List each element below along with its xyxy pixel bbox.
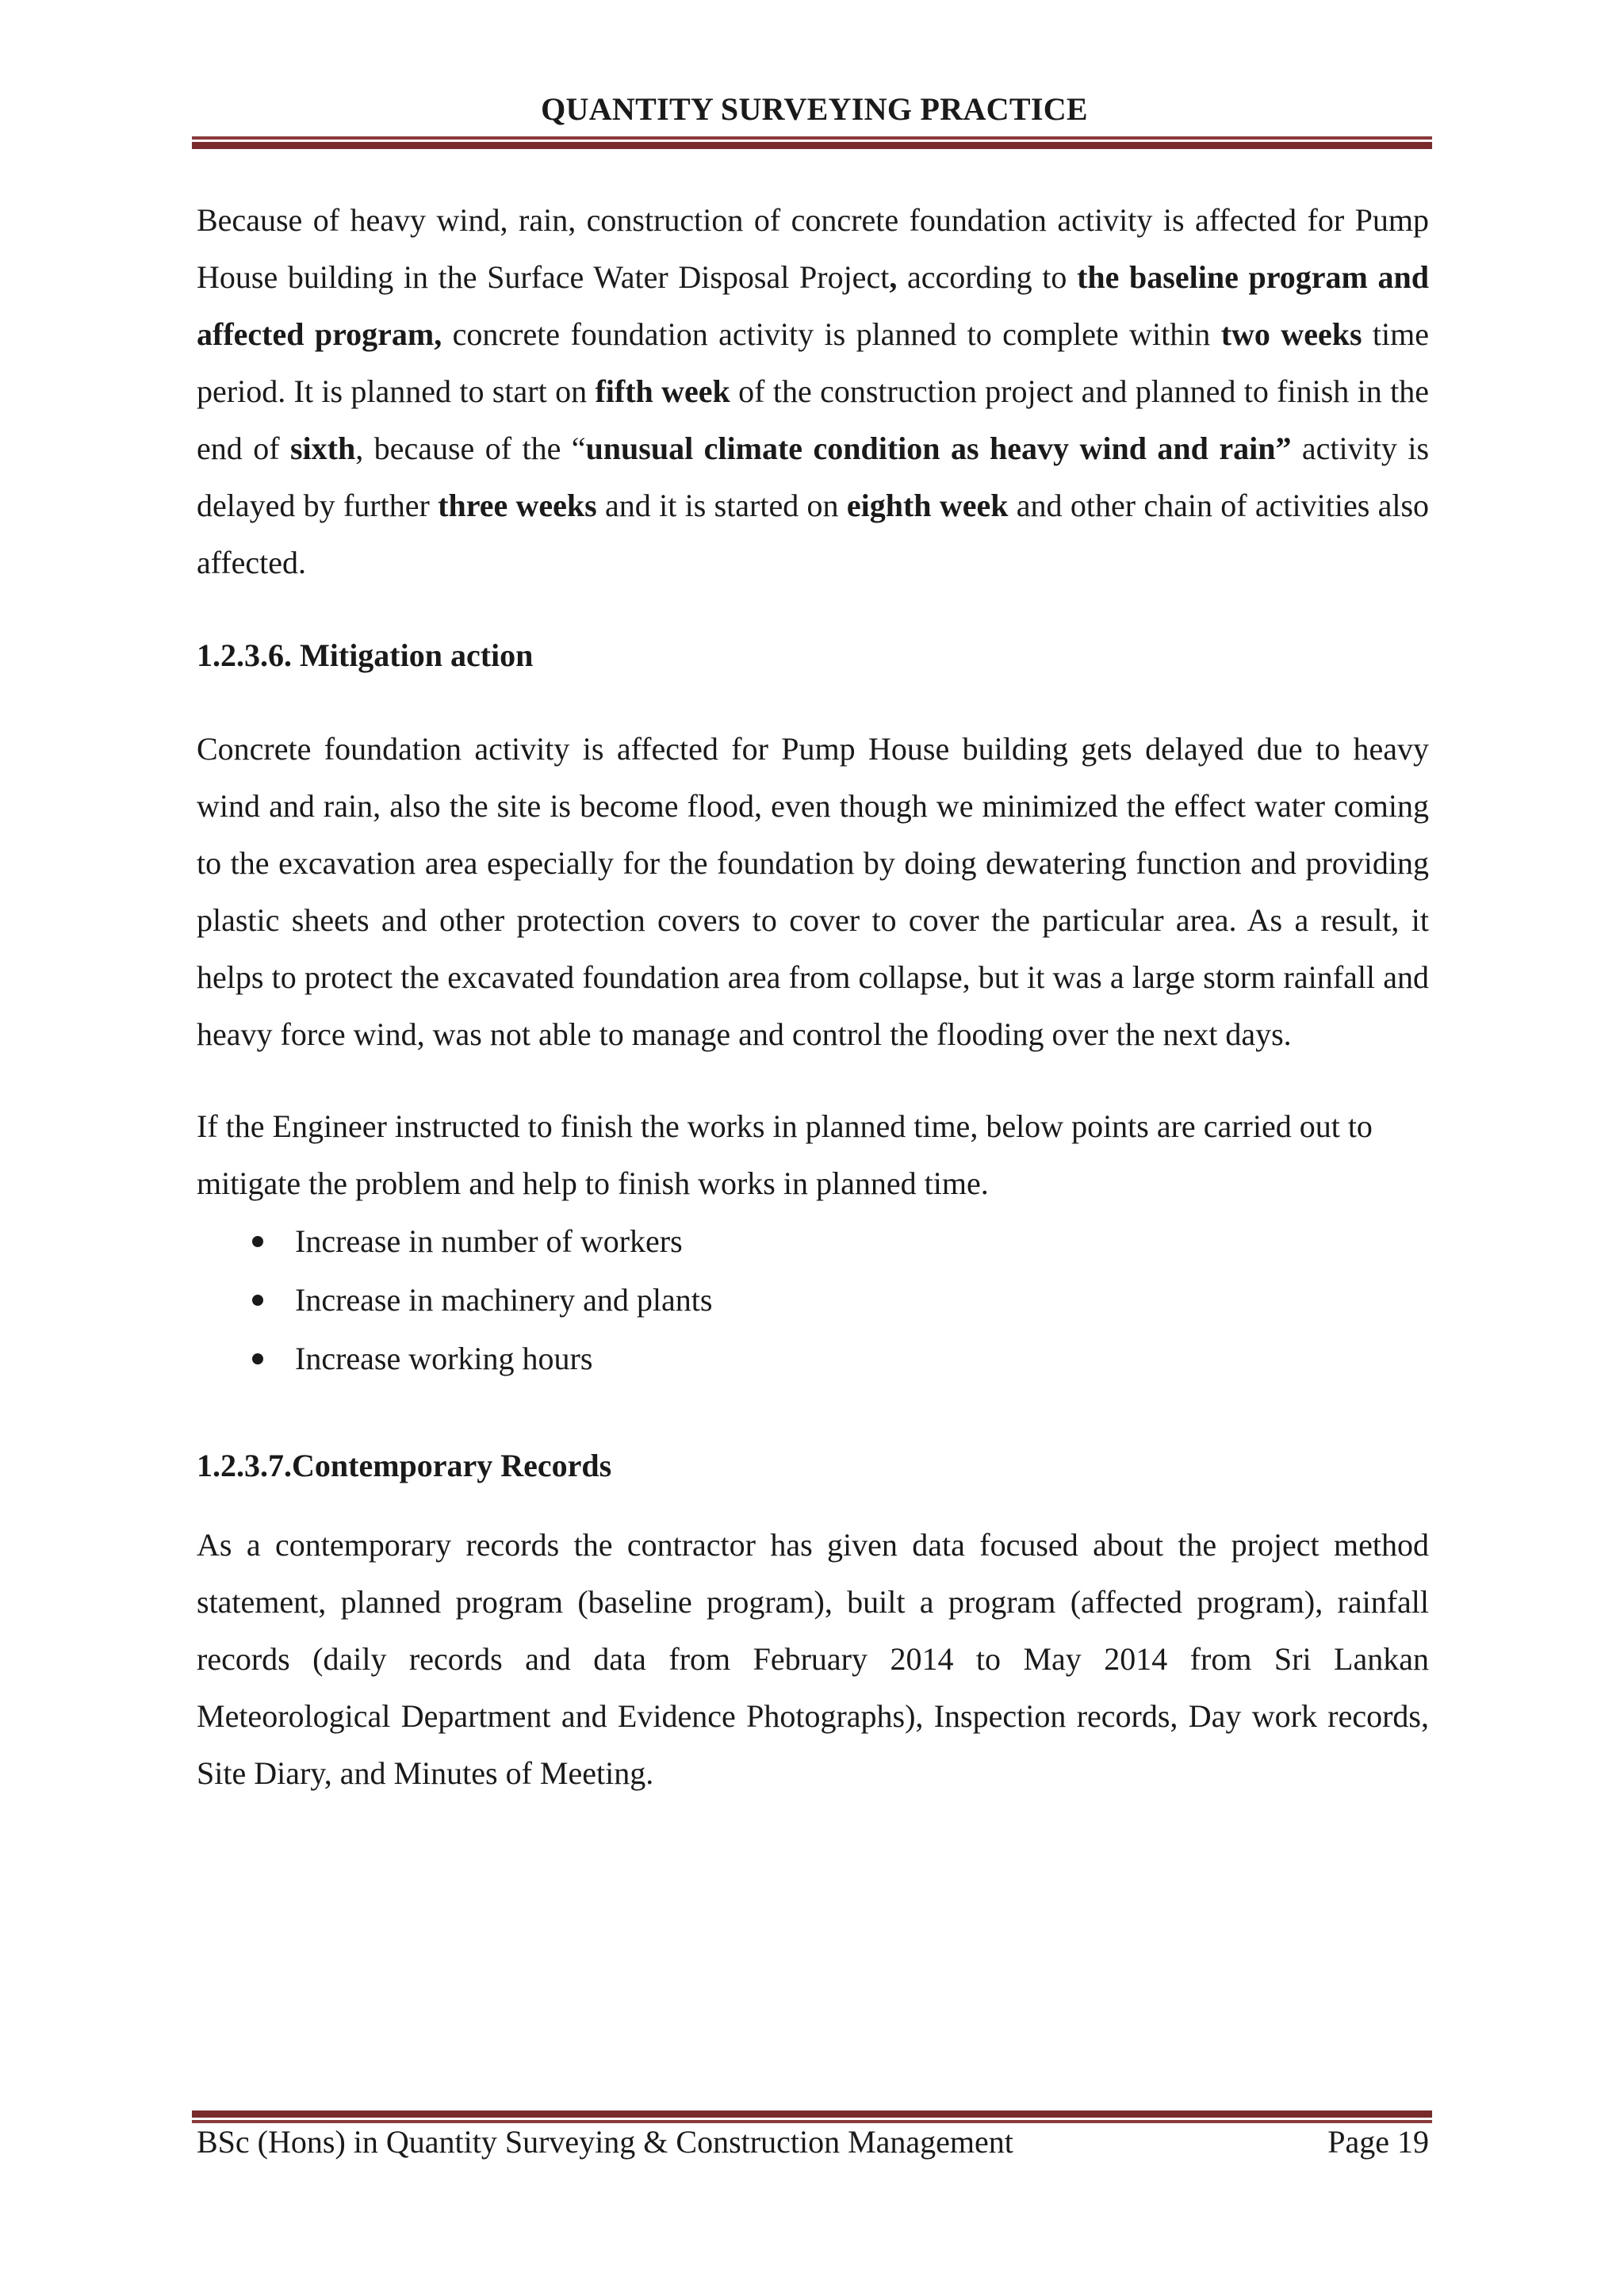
section-heading-mitigation-action: 1.2.3.6. Mitigation action — [197, 637, 534, 673]
paragraph-delay-description: Because of heavy wind, rain, construction of concrete foundation activity is affected for Pump House building in the Surface Water Disposal Project, according to the baseline program and affected program, concrete foundation activity is planned to complete within two weeks time period. It is planned to start on fifth week of the construction project and planned to finish in the end of sixth, because of the “unusual climate condition as heavy wind and rain” activity is delayed by further three weeks and it is started on eighth week and other chain of activities also affected. — [197, 202, 1430, 580]
paragraph-mitigation: Concrete foundation activity is affected for Pump House building gets delayed due to heavy wind and rain, also the site is become flood, even though we minimized the effect water coming to the excavation area especially for the foundation by doing dewatering function and providing plastic sheets and other protection covers to cover to cover the particular area. As a result, it helps to protect the excavated foundation area from collapse, but it was a large storm rainfall and heavy force wind, was not able to manage and control the flooding over the next days. — [197, 731, 1429, 1052]
bullet-icon — [252, 1295, 263, 1306]
list-item: Increase working hours — [197, 1330, 1429, 1388]
list-item: Increase in number of workers — [197, 1212, 1429, 1271]
list-item: Increase in machinery and plants — [197, 1271, 1429, 1330]
page-number: Page 19 — [1327, 2124, 1429, 2160]
page-content — [197, 192, 1429, 1802]
mitigation-points-list — [197, 1212, 1429, 1388]
bullet-icon — [252, 1353, 263, 1364]
running-header-title: QUANTITY SURVEYING PRACTICE — [541, 91, 1088, 127]
bullet-icon — [252, 1236, 263, 1247]
header-rule — [192, 136, 1432, 149]
paragraph-engineer-instruction: If the Engineer instructed to finish the works in planned time, below points are carried out to mitigate the problem and help to finish works in planned time. — [197, 1108, 1373, 1201]
page-footer — [197, 2126, 1429, 2158]
section-heading-contemporary-records: 1.2.3.7.Contemporary Records — [197, 1448, 612, 1483]
paragraph-contemporary-records: As a contemporary records the contractor has given data focused about the project method statement, planned program (baseline program), built a program (affected program), rainfall records (daily records and data from February 2014 to May 2014 from Sri Lankan Meteorological Department and Evidence Photographs), Inspection records, Day work records, Site Diary, and Minutes of Meeting. — [197, 1527, 1429, 1791]
footer-degree-title: BSc (Hons) in Quantity Surveying & Construction Management — [197, 2124, 1013, 2160]
footer-rule — [192, 2110, 1432, 2123]
